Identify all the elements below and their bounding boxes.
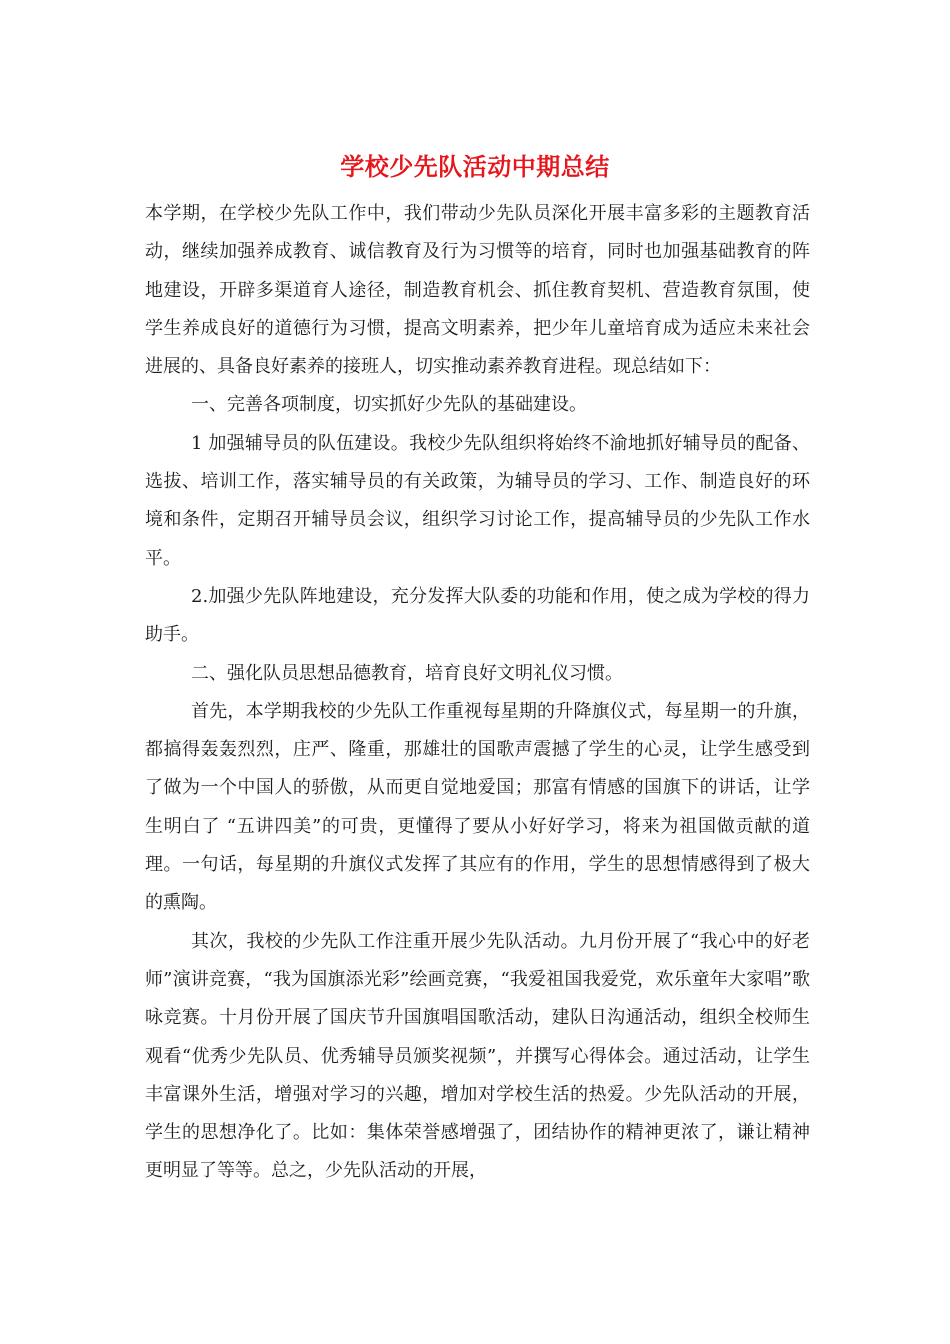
paragraph-position-building: 2.加强少先队阵地建设，充分发挥大队委的功能和作用，使之成为学校的得力助手。 [145,585,810,646]
paragraph-counselor-team: 1 加强辅导员的队伍建设。我校少先队组织将始终不渝地抓好辅导员的配备、选拔、培训工作，落实辅导员的有关政策，为辅导员的学习、工作、制造良好的环境和条件，定期召开辅导员会议，组织学习讨论工作，提高辅导员的少先队工作水平。 [145,432,810,569]
paragraph-activities: 其次，我校的少先队工作注重开展少先队活动。九月份开展了“我心中的好老师”演讲竞赛，“我为国旗添光彩”绘画竞赛，“我爱祖国我爱党，欢乐童年大家唱”歌咏竞赛。十月份开展了国庆节升国旗唱国歌活动，建队日沟通活动，组织全校师生观看“优秀少先队员、优秀辅导员颁奖视频”，并撰写心得体会。通过活动，让学生丰富课外生活，增强对学习的兴趣，增加对学校生活的热爱。少先队活动的开展，学生的思想净化了。比如：集体荣誉感增强了，团结协作的精神更浓了，谦让精神更明显了等等。总之，少先队活动的开展， [145,930,810,1182]
paragraph-flag-ceremony: 首先，本学期我校的少先队工作重视每星期的升降旗仪式，每星期一的升旗，都搞得轰轰烈烈，庄严、隆重，那雄壮的国歌声震撼了学生的心灵，让学生感受到了做为一个中国人的骄傲，从而更自觉地爱国；那富有情感的国旗下的讲话，让学生明白了 “五讲四美”的可贵，更懂得了要从小好好学习，将来为祖国做贡献的道理。一句话，每星期的升旗仪式发挥了其应有的作用，学生的思想情感得到了极大的熏陶。 [145,700,810,914]
section-heading-1: 一、完善各项制度，切实抓好少先队的基础建设。 [191,394,587,416]
section-heading-2: 二、强化队员思想品德教育，培育良好文明礼仪习惯。 [191,662,623,684]
paragraph-intro: 本学期，在学校少先队工作中，我们带动少先队员深化开展丰富多彩的主题教育活动，继续加强养成教育、诚信教育及行为习惯等的培育，同时也加强基础教育的阵地建设，开辟多渠道育人途径，制造教育机会、抓住教育契机、营造教育氛围，使学生养成良好的道德行为习惯，提高文明素养，把少年儿童培育成为适应未来社会进展的、具备良好素养的接班人，切实推动素养教育进程。现总结如下： [145,203,810,378]
document-body [145,195,810,1191]
document-title: 学校少先队活动中期总结 [340,153,610,181]
